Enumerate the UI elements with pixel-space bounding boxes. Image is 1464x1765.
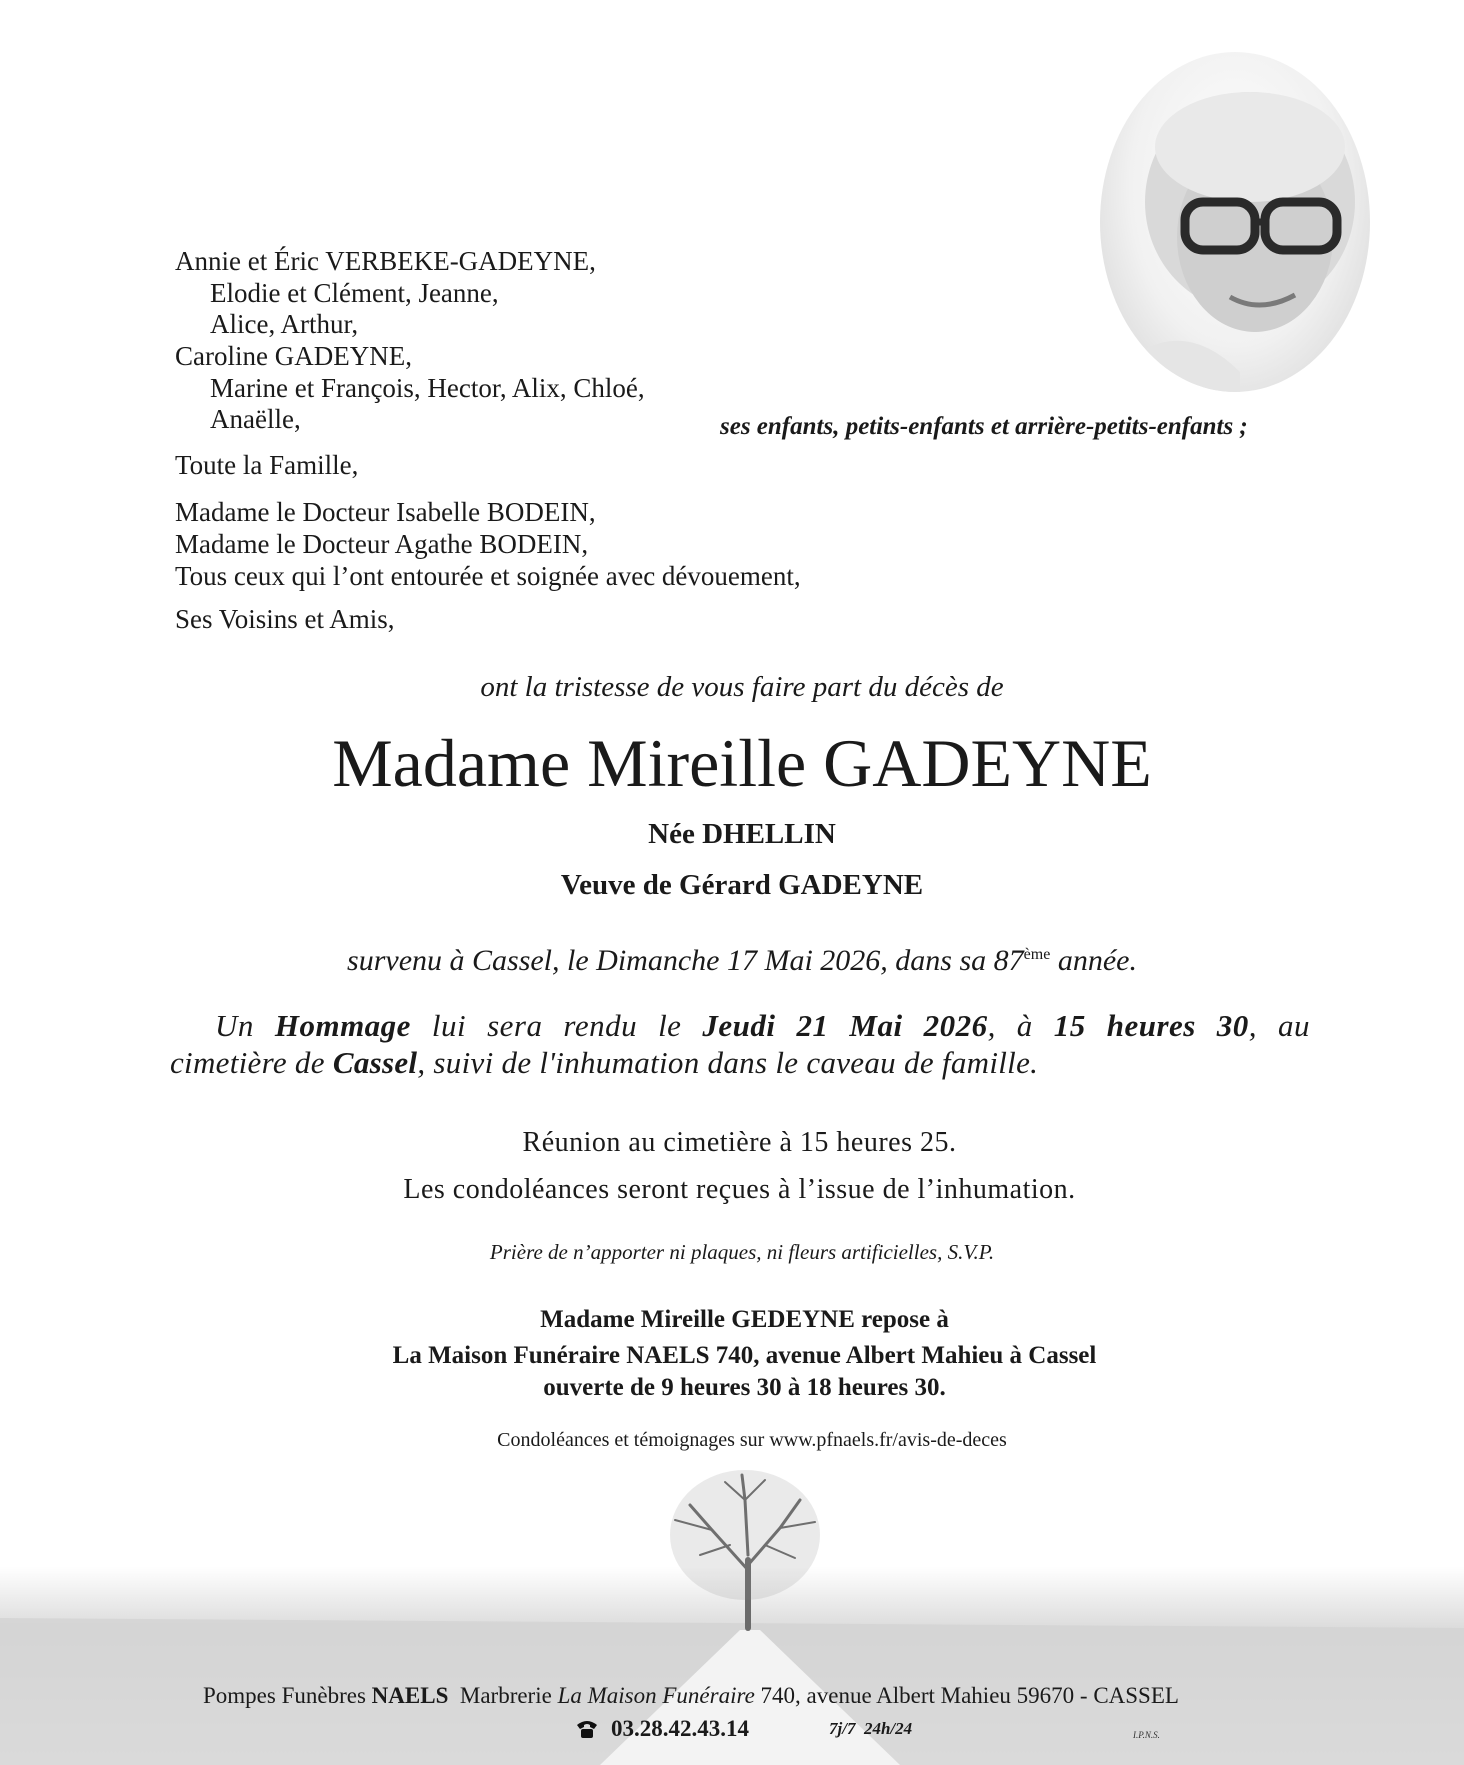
family-line-4: Caroline GADEYNE, bbox=[175, 341, 412, 371]
repose-line-2: La Maison Funéraire NAELS 740, avenue Albert Mahieu à Cassel bbox=[392, 1342, 1097, 1369]
hommage-text-5: cimetière de bbox=[170, 1045, 333, 1080]
footer-maison: La Maison Funéraire bbox=[557, 1683, 755, 1708]
footer-line bbox=[203, 1683, 1179, 1709]
famille-line: Toute la Famille, bbox=[175, 450, 359, 480]
family-line-6: Anaëlle, bbox=[210, 404, 301, 434]
hommage-text-2: lui sera rendu le bbox=[410, 1008, 703, 1043]
caregivers-line: Tous ceux qui l’ont entourée et soignée avec dévouement, bbox=[175, 561, 801, 591]
voisins-line: Ses Voisins et Amis, bbox=[175, 604, 395, 634]
family-relation: ses enfants, petits-enfants et arrière-petits-enfants ; bbox=[720, 413, 1248, 440]
hommage-word: Hommage bbox=[274, 1008, 411, 1043]
deceased-date-line bbox=[0, 944, 1464, 978]
footer-hours: 7j/7 24h/24 bbox=[829, 1719, 913, 1738]
deceased-age-ordinal: ème bbox=[1023, 946, 1051, 963]
phone-icon bbox=[575, 1719, 599, 1739]
doctor-line-2: Madame le Docteur Agathe BODEIN, bbox=[175, 529, 589, 559]
portrait-photo bbox=[1100, 52, 1370, 392]
repose-line-3: ouverte de 9 heures 30 à 18 heures 30. bbox=[543, 1374, 946, 1401]
hommage-date: Jeudi 21 Mai 2026 bbox=[702, 1008, 988, 1043]
hommage-text-6: , suivi de l'inhumation dans le caveau de famille. bbox=[417, 1045, 1039, 1080]
veuve-line: Veuve de Gérard GADEYNE bbox=[560, 869, 924, 901]
ipns-mark: I.P.N.S. bbox=[1133, 1730, 1160, 1740]
hommage-time: 15 heures 30 bbox=[1053, 1008, 1249, 1043]
hommage-line-1 bbox=[215, 1008, 1310, 1044]
footer-pf: Pompes Funèbres bbox=[203, 1683, 372, 1708]
website-line: Condoléances et témoignages sur www.pfnaels.fr/avis-de-deces bbox=[497, 1429, 1007, 1451]
footer-naels: NAELS bbox=[371, 1683, 449, 1708]
footer-address: 740, avenue Albert Mahieu 59670 - CASSEL bbox=[754, 1683, 1179, 1708]
family-line-5: Marine et François, Hector, Alix, Chloé, bbox=[210, 373, 645, 403]
family-line-1: Annie et Éric VERBEKE-GADEYNE, bbox=[175, 246, 596, 276]
reunion-line: Réunion au cimetière à 15 heures 25. bbox=[522, 1127, 957, 1158]
hommage-text-3: , à bbox=[987, 1008, 1054, 1043]
family-line-3: Alice, Arthur, bbox=[210, 309, 359, 339]
family-line-2: Elodie et Clément, Jeanne, bbox=[210, 278, 499, 308]
phone-number: 03.28.42.43.14 bbox=[611, 1716, 749, 1741]
footer-marbrerie: Marbrerie bbox=[459, 1683, 558, 1708]
footer-contact bbox=[575, 1716, 912, 1742]
condoleances-line: Les condoléances seront reçues à l’issue de l’inhumation. bbox=[403, 1174, 1076, 1205]
deceased-name: Madame Mireille GADEYNE bbox=[332, 725, 1152, 801]
portrait-illustration bbox=[1100, 52, 1370, 392]
nee-line: Née DHELLIN bbox=[648, 818, 836, 850]
priere-line: Prière de n’apporter ni plaques, ni fleurs artificielles, S.V.P. bbox=[489, 1240, 995, 1264]
hommage-place: Cassel bbox=[332, 1045, 418, 1080]
hommage-text-1: Un bbox=[215, 1008, 275, 1043]
intro-text: ont la tristesse de vous faire part du décès de bbox=[480, 671, 1004, 703]
doctor-line-1: Madame le Docteur Isabelle BODEIN, bbox=[175, 497, 596, 527]
repose-line-1: Madame Mireille GEDEYNE repose à bbox=[540, 1306, 949, 1333]
hommage-line-2 bbox=[170, 1045, 1038, 1081]
deceased-date-suffix: année. bbox=[1050, 944, 1137, 977]
deceased-date-text: survenu à Cassel, le Dimanche 17 Mai 2026, dans sa 87 bbox=[347, 944, 1024, 977]
hommage-text-4: , au bbox=[1248, 1008, 1311, 1043]
